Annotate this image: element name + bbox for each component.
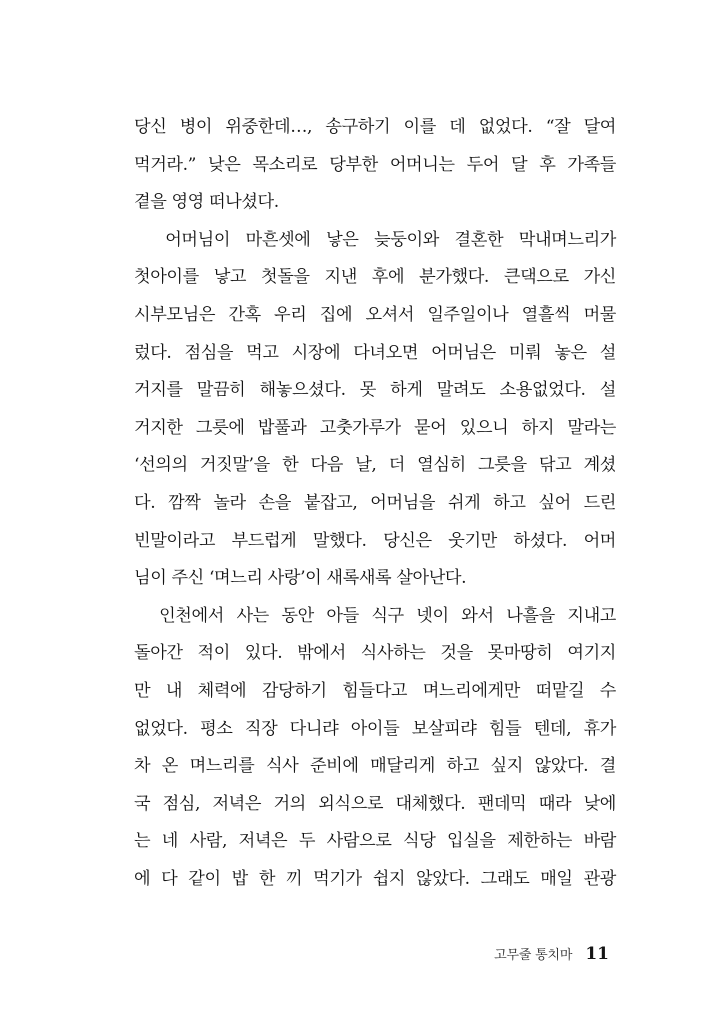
text-line: 다. 깜짝 놀라 손을 붙잡고, 어머님을 쉬게 하고 싶어 드린 <box>134 492 616 513</box>
page-footer <box>494 940 609 968</box>
text-line: 거지한 그릇에 밥풀과 고춧가루가 묻어 있으니 하지 말라는 <box>134 417 616 438</box>
text-line: 는 네 사람, 저녁은 두 사람으로 식당 입실을 제한하는 바람 <box>134 831 616 852</box>
text-line: 시부모님은 간혹 우리 집에 오셔서 일주일이나 열흘씩 머물 <box>134 304 616 325</box>
text-line: 곁을 영영 떠나셨다. <box>134 192 279 213</box>
text-line: 어머님이 마흔셋에 낳은 늦둥이와 결혼한 막내며느리가 <box>134 229 616 250</box>
text-line: 렀다. 점심을 먹고 시장에 다녀오면 어머님은 미뤄 놓은 설 <box>134 342 616 363</box>
text-line: 없었다. 평소 직장 다니랴 아이들 보살피랴 힘들 텐데, 휴가 <box>134 718 616 739</box>
text-line: 빈말이라고 부드럽게 말했다. 당신은 웃기만 하셨다. 어머 <box>134 530 616 551</box>
text-line: 당신 병이 위중한데…, 송구하기 이를 데 없었다. “잘 달여 <box>134 117 616 137</box>
page-number: 11 <box>585 944 609 964</box>
text-line: ‘선의의 거짓말’을 한 다음 날, 더 열심히 그릇을 닦고 계셨 <box>134 455 616 476</box>
running-title: 고무줄 통치마 <box>494 948 573 963</box>
text-line: 인천에서 사는 동안 아들 식구 넷이 와서 나흘을 지내고 <box>134 605 616 626</box>
text-line: 첫아이를 낳고 첫돌을 지낸 후에 분가했다. 큰댁으로 가신 <box>134 267 616 288</box>
text-line: 에 다 같이 밥 한 끼 먹기가 쉽지 않았다. 그래도 매일 관광 <box>134 868 616 889</box>
text-line: 차 온 며느리를 식사 준비에 매달리게 하고 싶지 않았다. 결 <box>134 756 616 777</box>
text-line: 님이 주신 ‘며느리 사랑’이 새록새록 살아난다. <box>134 568 467 589</box>
text-line: 국 점심, 저녁은 거의 외식으로 대체했다. 팬데믹 때라 낮에 <box>134 793 616 814</box>
text-line: 만 내 체력에 감당하기 힘들다고 며느리에게만 떠맡길 수 <box>134 680 616 701</box>
text-line: 돌아간 적이 있다. 밖에서 식사하는 것을 못마땅히 여기지 <box>134 643 616 664</box>
text-line: 거지를 말끔히 해놓으셨다. 못 하게 말려도 소용없었다. 설 <box>134 380 616 401</box>
body-text <box>134 109 616 898</box>
text-line: 먹거라.” 낮은 목소리로 당부한 어머니는 두어 달 후 가족들 <box>134 154 616 175</box>
